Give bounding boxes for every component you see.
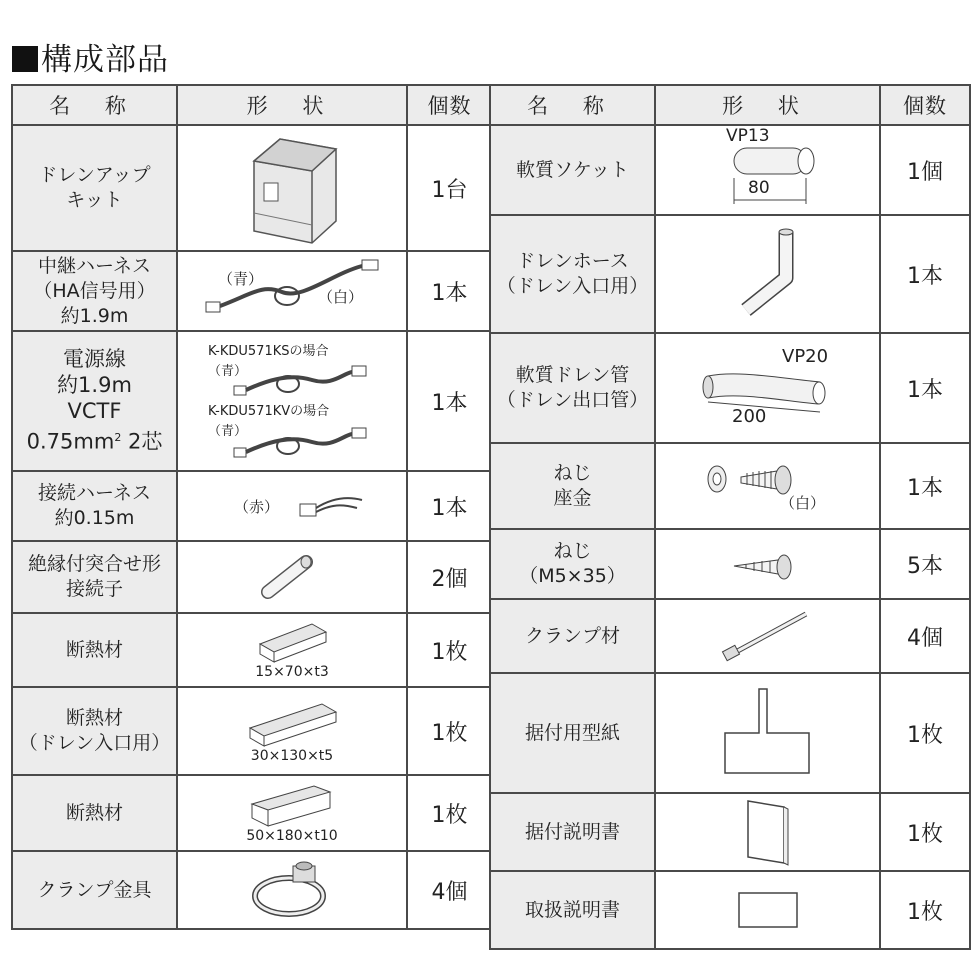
template-paper-icon <box>713 685 823 781</box>
dimension-label: 50×180×t10 <box>246 828 338 844</box>
section-title: 構成部品 <box>12 34 169 79</box>
part-name: 接続ハーネス 約0.15m <box>12 471 177 541</box>
part-quantity: 2個 <box>407 541 492 613</box>
hose-clamp-icon <box>247 858 337 922</box>
part-name: ねじ 座金 <box>490 443 655 529</box>
part-name: ドレンアップ キット <box>12 125 177 251</box>
table-row <box>12 125 492 251</box>
part-name: 軟質ソケット <box>490 125 655 215</box>
part-name: 取扱説明書 <box>490 871 655 949</box>
part-shape: VP13 80 <box>655 125 880 215</box>
part-name: クランプ金具 <box>12 851 177 929</box>
header-name: 名 称 <box>490 85 655 125</box>
part-quantity: 1本 <box>407 331 492 471</box>
table-row <box>490 793 970 871</box>
table-row <box>490 333 970 443</box>
header-count: 個数 <box>407 85 492 125</box>
drain-up-kit-icon <box>242 133 342 243</box>
part-shape <box>655 793 880 871</box>
parts-table-right <box>489 84 971 950</box>
table-row <box>490 443 970 529</box>
drain-hose-icon <box>728 224 808 324</box>
insulation-thick-icon <box>242 782 342 828</box>
part-quantity: 1枚 <box>407 687 492 775</box>
part-shape <box>177 775 407 851</box>
part-name: 断熱材 <box>12 613 177 687</box>
part-name: 据付説明書 <box>490 793 655 871</box>
part-quantity: 1枚 <box>880 793 970 871</box>
part-shape <box>177 851 407 929</box>
part-shape <box>655 529 880 599</box>
table-row <box>12 331 492 471</box>
part-shape <box>655 871 880 949</box>
dimension-label: 15×70×t3 <box>255 664 329 680</box>
install-manual-icon <box>738 797 798 867</box>
part-name: 中継ハーネス （HA信号用） 約1.9m <box>12 251 177 331</box>
part-shape <box>655 673 880 793</box>
header-name: 名 称 <box>12 85 177 125</box>
parts-table-left <box>11 84 493 930</box>
table-row <box>12 775 492 851</box>
part-name: クランプ材 <box>490 599 655 673</box>
part-shape <box>177 687 407 775</box>
header-shape: 形 状 <box>177 85 407 125</box>
part-quantity: 5本 <box>880 529 970 599</box>
insulation-inlet-icon <box>242 698 342 748</box>
cable-tie-icon <box>718 608 818 664</box>
part-quantity: 1枚 <box>880 673 970 793</box>
dimension-label: 30×130×t5 <box>250 748 334 764</box>
part-name: 据付用型紙 <box>490 673 655 793</box>
table-row <box>12 541 492 613</box>
part-quantity: 1枚 <box>407 613 492 687</box>
butt-connector-icon <box>262 552 322 602</box>
part-quantity: 1本 <box>880 215 970 333</box>
table-row <box>490 599 970 673</box>
table-row <box>490 125 970 215</box>
table-row <box>12 613 492 687</box>
part-name: 絶縁付突合せ形 接続子 <box>12 541 177 613</box>
table-row <box>12 851 492 929</box>
part-name: ねじ （M5×35） <box>490 529 655 599</box>
part-quantity: 1本 <box>880 333 970 443</box>
square-bullet-icon <box>12 46 38 72</box>
user-manual-icon <box>733 887 803 933</box>
table-row <box>490 529 970 599</box>
part-quantity: 4個 <box>880 599 970 673</box>
insulation-icon <box>252 620 332 664</box>
part-quantity: 1本 <box>407 471 492 541</box>
table-header-row <box>490 85 970 125</box>
part-shape: （赤） <box>177 471 407 541</box>
part-quantity: 1本 <box>407 251 492 331</box>
header-count: 個数 <box>880 85 970 125</box>
part-quantity: 1台 <box>407 125 492 251</box>
part-shape <box>655 215 880 333</box>
table-row <box>12 471 492 541</box>
part-quantity: 1本 <box>880 443 970 529</box>
part-quantity: 1枚 <box>880 871 970 949</box>
table-row <box>12 687 492 775</box>
part-shape: K-KDU571KSの場合 （青） K-KDU571KVの場合 （青） <box>177 331 407 471</box>
table-row <box>490 215 970 333</box>
part-shape: VP20 200 <box>655 333 880 443</box>
part-shape: （青） （白） <box>177 251 407 331</box>
part-quantity: 1枚 <box>407 775 492 851</box>
part-quantity: 4個 <box>407 851 492 929</box>
part-shape <box>655 599 880 673</box>
table-header-row <box>12 85 492 125</box>
part-name: 断熱材 （ドレン入口用） <box>12 687 177 775</box>
table-row <box>490 673 970 793</box>
part-name: 電源線 約1.9m VCTF $0.75mm^2$ 2芯 <box>12 331 177 471</box>
table-row <box>12 251 492 331</box>
part-name: ドレンホース （ドレン入口用） <box>490 215 655 333</box>
part-name: 断熱材 <box>12 775 177 851</box>
table-row <box>490 871 970 949</box>
screw-icon <box>728 544 808 584</box>
part-quantity: 1個 <box>880 125 970 215</box>
part-name: 軟質ドレン管 （ドレン出口管） <box>490 333 655 443</box>
part-shape <box>177 613 407 687</box>
part-shape <box>177 541 407 613</box>
part-shape <box>177 125 407 251</box>
part-shape: （白） <box>655 443 880 529</box>
header-shape: 形 状 <box>655 85 880 125</box>
connection-harness-icon <box>192 474 392 538</box>
